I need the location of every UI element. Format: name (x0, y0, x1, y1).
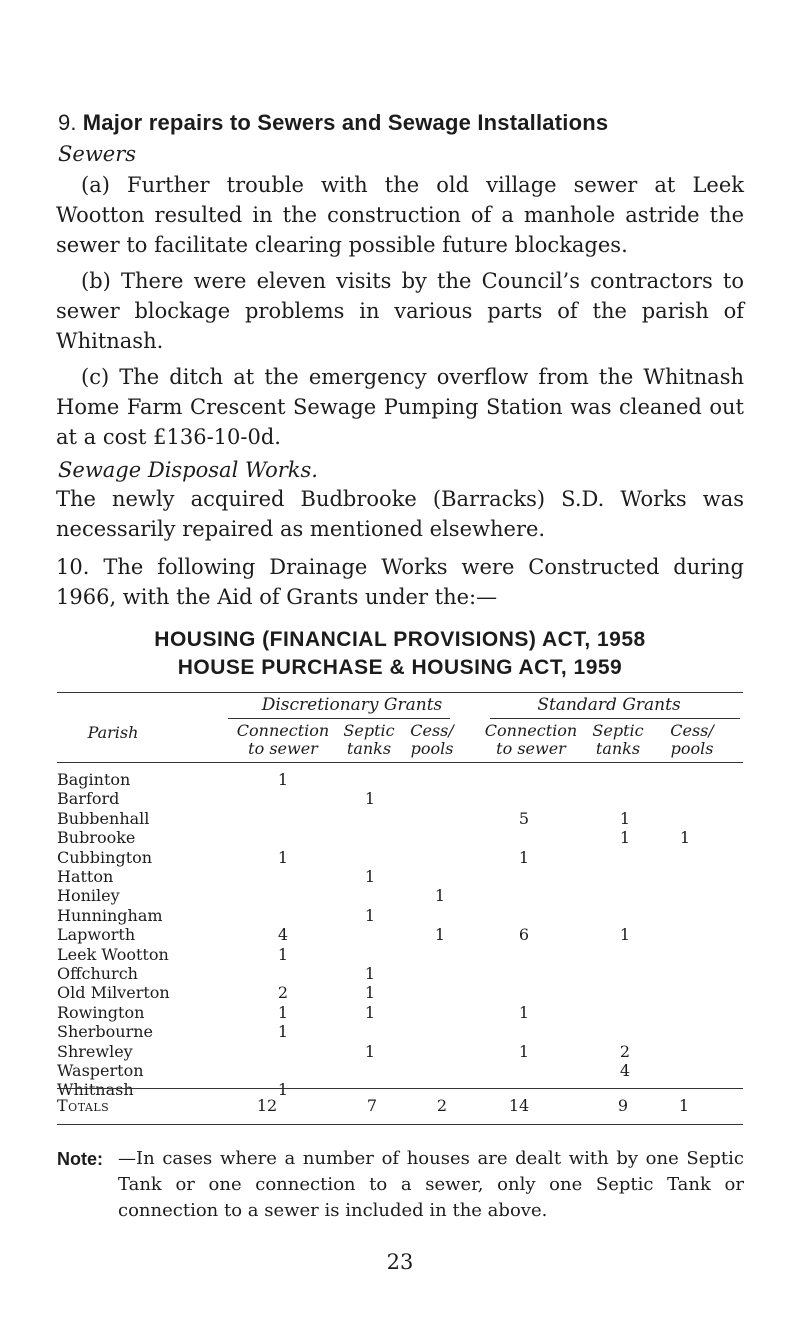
paragraph-b: (b) There were eleven visits by the Council’s contractors to sewer blockage problems in various parts of the parish of Whitnash. (56, 269, 744, 353)
parish-name: Sherbourne (57, 1022, 153, 1042)
totals-label: Totals (57, 1096, 110, 1115)
standard-underline (490, 718, 740, 719)
cell-s-sept: 1 (619, 925, 631, 945)
cell-d-cess: 1 (434, 925, 446, 945)
act-title-1959: HOUSE PURCHASE & HOUSING ACT, 1959 (177, 656, 623, 679)
cell-d-sept: 1 (364, 1002, 376, 1022)
parish-name: Barford (57, 789, 120, 809)
parish-name: Leek Wootton (57, 944, 169, 964)
cell-d-conn: 1 (277, 1080, 289, 1100)
column-header-d-connection-line2: to sewer (248, 739, 318, 758)
sewers-subheading: Sewers (58, 142, 137, 166)
table-row (0, 964, 800, 985)
table-row (0, 983, 800, 1004)
cell-s-conn: 6 (518, 925, 530, 945)
cell-d-sept: 1 (364, 905, 376, 925)
table-header-rule (57, 762, 743, 763)
column-header-s-cess-line2: pools (670, 739, 714, 758)
table-row (0, 886, 800, 907)
column-header-s-cess (660, 722, 724, 758)
cell-d-conn: 4 (277, 925, 289, 945)
column-header-s-connection-line1: Connection (484, 721, 578, 740)
page-number: 23 (386, 1250, 414, 1274)
table-totals-rule (57, 1088, 743, 1089)
cell-s-sept: 1 (619, 828, 631, 848)
table-row (0, 848, 800, 869)
parish-name: Shrewley (57, 1041, 133, 1061)
column-header-d-cess (402, 722, 462, 758)
column-header-d-connection (228, 722, 338, 758)
paragraph-a: (a) Further trouble with the old village sewer at Leek Wootton resulted in the construction of a manhole astride the sewer to facilitate clearing possible future blockages. (56, 173, 744, 257)
cell-d-conn: 1 (277, 770, 289, 789)
column-header-d-connection-line1: Connection (236, 721, 330, 740)
cell-s-cess: 1 (679, 828, 691, 848)
column-header-d-septic-line1: Septic (343, 721, 395, 740)
table-row (0, 1022, 800, 1043)
table-top-rule (57, 692, 743, 693)
table-row (0, 867, 800, 888)
parish-name: Lapworth (57, 925, 136, 945)
column-header-d-septic-line2: tanks (346, 739, 392, 758)
parish-name: Old Milverton (57, 983, 170, 1003)
parish-name: Hatton (57, 867, 114, 886)
parish-name: Wasperton (57, 1061, 144, 1080)
cell-d-conn: 1 (277, 847, 289, 867)
parish-name: Baginton (57, 770, 131, 789)
cell-d-sept: 1 (364, 964, 376, 983)
table-row (0, 809, 800, 830)
total-s-septic: 9 (617, 1096, 629, 1115)
table-row (0, 906, 800, 927)
cell-d-sept: 1 (364, 983, 376, 1003)
section-9-title: Major repairs to Sewers and Sewage Installations (82, 110, 609, 135)
discretionary-underline (228, 718, 450, 719)
total-d-septic: 7 (366, 1096, 378, 1115)
cell-s-sept: 1 (619, 808, 631, 828)
column-header-parish: Parish (87, 723, 139, 742)
table-row (0, 828, 800, 849)
parish-name: Whitnash (57, 1080, 134, 1100)
cell-d-conn: 1 (277, 944, 289, 964)
note-label: Note: (57, 1149, 103, 1169)
paragraph-disposal: The newly acquired Budbrooke (Barracks) S.D. Works was necessarily repaired as mentioned elsewhere. (56, 487, 744, 541)
cell-s-conn: 1 (518, 847, 530, 867)
parish-name: Hunningham (57, 905, 163, 925)
total-d-cess: 2 (436, 1096, 448, 1115)
column-header-s-connection (476, 722, 586, 758)
table-row (0, 925, 800, 946)
sewage-disposal-subheading: Sewage Disposal Works. (58, 458, 318, 482)
column-header-d-cess-line1: Cess/ (410, 721, 454, 740)
parish-name: Offchurch (57, 964, 138, 983)
cell-d-conn: 1 (277, 1022, 289, 1042)
column-header-d-cess-line2: pools (410, 739, 454, 758)
section-10-text: 10. The following Drainage Works were Constructed during 1966, with the Aid of Grants under the:— (56, 555, 744, 609)
cell-s-sept: 4 (619, 1061, 631, 1080)
table-row (0, 770, 800, 791)
table-bottom-rule (57, 1124, 743, 1125)
discretionary-grants-heading: Discretionary Grants (261, 695, 443, 715)
column-header-s-septic-line1: Septic (592, 721, 644, 740)
cell-s-conn: 1 (518, 1002, 530, 1022)
total-d-connection: 12 (256, 1096, 278, 1115)
total-s-cess: 1 (678, 1096, 690, 1115)
cell-s-conn: 1 (518, 1041, 530, 1061)
column-header-s-connection-line2: to sewer (496, 739, 566, 758)
table-row (0, 1042, 800, 1063)
table-row (0, 789, 800, 810)
note-text: —In cases where a number of houses are dealt with by one Septic Tank or one connection to a sewer, only one Septic Tank or connection to a sewer is included in the above. (118, 1148, 744, 1221)
cell-d-sept: 1 (364, 789, 376, 809)
parish-name: Honiley (57, 886, 120, 906)
cell-d-sept: 1 (364, 1041, 376, 1061)
cell-d-conn: 2 (277, 983, 289, 1003)
column-header-s-cess-line1: Cess/ (670, 721, 714, 740)
standard-grants-heading: Standard Grants (537, 695, 681, 715)
parish-name: Rowington (57, 1002, 145, 1022)
column-header-d-septic (337, 722, 401, 758)
cell-d-sept: 1 (364, 867, 376, 886)
section-9-number: 9. (58, 110, 77, 135)
total-s-connection: 14 (508, 1096, 530, 1115)
cell-s-sept: 2 (619, 1041, 631, 1061)
table-row (0, 1003, 800, 1024)
cell-d-cess: 1 (434, 886, 446, 906)
cell-s-conn: 5 (518, 808, 530, 828)
column-header-s-septic-line2: tanks (595, 739, 641, 758)
table-row (0, 945, 800, 966)
table-row (0, 1061, 800, 1082)
cell-d-conn: 1 (277, 1002, 289, 1022)
section-9-heading (58, 110, 608, 136)
column-header-s-septic (586, 722, 650, 758)
paragraph-c: (c) The ditch at the emergency overflow from the Whitnash Home Farm Crescent Sewage Pumping Station was cleaned out at a cost £136-10-0d. (56, 365, 744, 449)
act-title-1958: HOUSING (FINANCIAL PROVISIONS) ACT, 1958 (154, 628, 646, 651)
parish-name: Bubbenhall (57, 808, 150, 828)
parish-name: Cubbington (57, 847, 153, 867)
parish-name: Bubrooke (57, 828, 136, 848)
